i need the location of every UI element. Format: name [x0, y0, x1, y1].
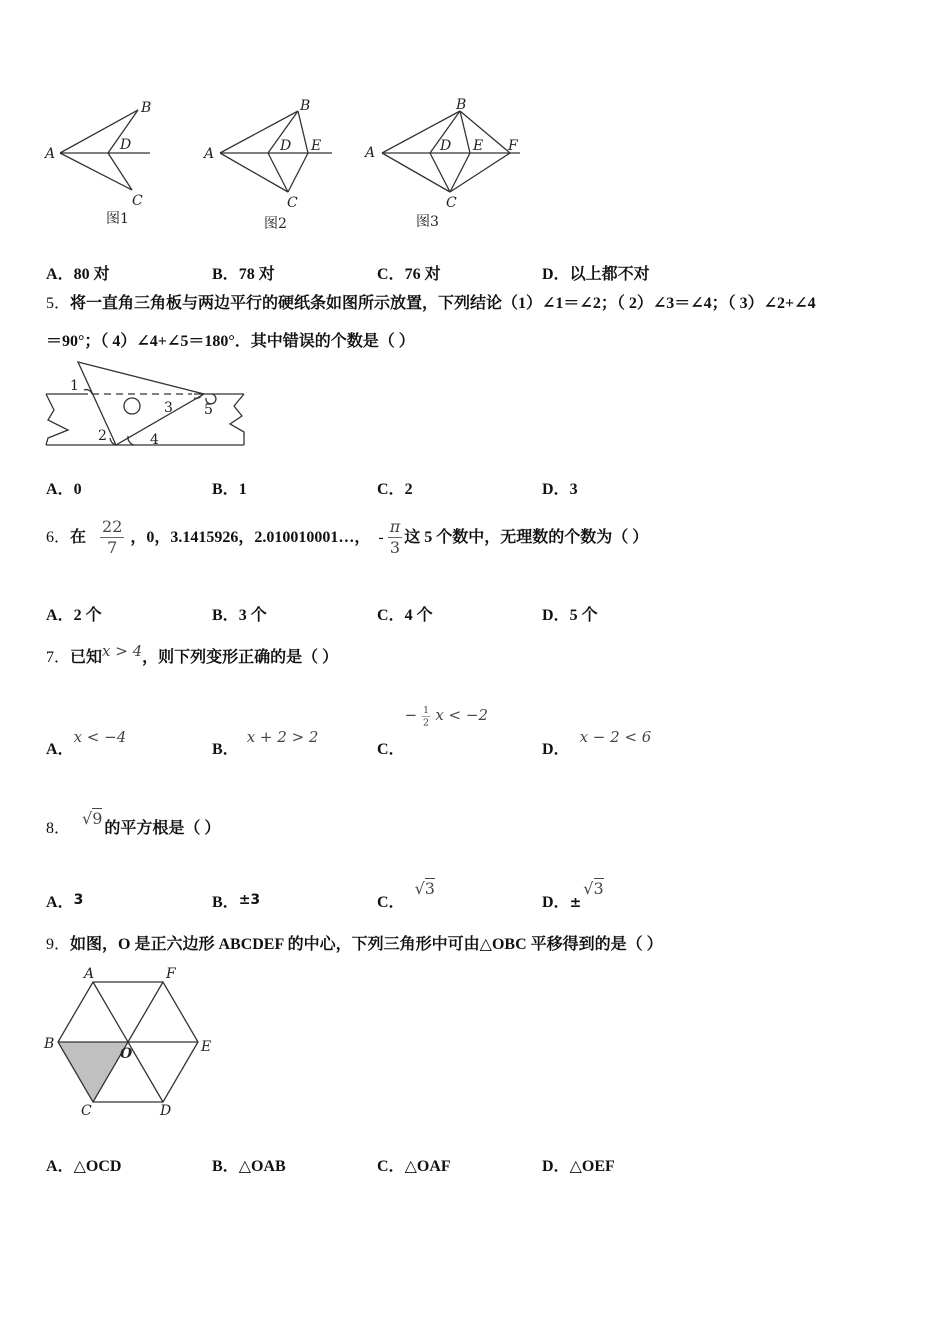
- q4-option-a[interactable]: A．80 对: [46, 266, 110, 283]
- q9-stem: 9．如图，O 是正六边形 ABCDEF 的中心，下列三角形中可由△OBC 平移得到的是（ ）: [46, 936, 663, 953]
- q7-stem: 7．已知x > 4，则下列变形正确的是（ ）: [46, 642, 339, 666]
- fig1-label-d: D: [120, 137, 132, 153]
- hex-label-f: F: [166, 966, 176, 982]
- q9-option-c[interactable]: C．△OAF: [377, 1158, 451, 1175]
- q5-stem-line1: 5．将一直角三角板与两边平行的硬纸条如图所示放置，下列结论（1）∠1＝∠2；（ 2）∠3＝∠4；（ 3）∠2+∠4: [46, 295, 816, 312]
- q8-sqrt-9: √9: [82, 809, 103, 828]
- q5-option-c[interactable]: C．2: [377, 481, 413, 498]
- fig1-label-c: C: [132, 193, 143, 209]
- q6-option-a[interactable]: A．2 个: [46, 607, 102, 624]
- shaded-triangle-obc: [58, 1042, 128, 1102]
- fig1-caption: 图1: [106, 211, 129, 227]
- q5-option-a[interactable]: A．0: [46, 481, 82, 498]
- figure-1: [60, 110, 150, 190]
- q9-option-d[interactable]: D．△OEF: [542, 1158, 615, 1175]
- q4-figures: [40, 95, 540, 240]
- fig2-caption: 图2: [264, 216, 287, 232]
- q7-condition: x > 4: [102, 642, 143, 660]
- q5-option-b[interactable]: B．1: [212, 481, 247, 498]
- q7-option-a[interactable]: A．x < −4: [46, 728, 127, 758]
- q8-number: 8．: [46, 820, 71, 837]
- q9-number: 9．: [46, 936, 71, 953]
- q5-angle-2: 2: [98, 428, 107, 444]
- q4-option-c[interactable]: C．76 对: [377, 266, 441, 283]
- fig3-label-c: C: [446, 195, 457, 211]
- hex-label-c: C: [81, 1103, 92, 1119]
- hex-label-a: A: [84, 966, 95, 982]
- q5-angle-5: 5: [204, 402, 213, 418]
- fig2-label-d: D: [280, 138, 292, 154]
- hex-label-b: B: [44, 1036, 55, 1052]
- q5-angle-3: 3: [164, 400, 173, 416]
- q6-fraction-pi-3: $\frac{\pi}{3}$: [389, 517, 401, 557]
- q7-option-b[interactable]: B．x + 2 > 2: [212, 728, 319, 758]
- q8-option-a[interactable]: A．3: [46, 892, 84, 911]
- q5-stem-line2: ＝90°；（ 4）∠4+∠5＝180°．其中错误的个数是（ ）: [46, 333, 415, 350]
- q8-option-d[interactable]: D．±√3: [542, 879, 604, 911]
- q4-option-d[interactable]: D．以上都不对: [542, 266, 650, 283]
- q6-number: 6．: [46, 528, 71, 546]
- q6-option-c[interactable]: C．4 个: [377, 607, 433, 624]
- fig3-label-d: D: [440, 138, 452, 154]
- q6-fraction-22-7: $\frac{22}{7}$: [102, 517, 123, 557]
- fig1-label-a: A: [45, 146, 56, 162]
- fig3-label-f: F: [508, 138, 518, 154]
- sqrt-radical-icon: √: [82, 809, 93, 828]
- hex-label-e: E: [201, 1039, 212, 1055]
- q5-option-d[interactable]: D．3: [542, 481, 578, 498]
- q9-option-b[interactable]: B．△OAB: [212, 1158, 286, 1175]
- fig2-label-b: B: [300, 98, 311, 114]
- q5-angle-1: 1: [70, 378, 79, 394]
- hex-label-d: D: [160, 1103, 172, 1119]
- hex-label-o: O: [120, 1046, 133, 1062]
- q7-option-d[interactable]: D．x − 2 < 6: [542, 728, 652, 758]
- q7-number: 7．: [46, 649, 71, 666]
- fig1-label-b: B: [141, 100, 152, 116]
- q9-hexagon-figure: [40, 962, 225, 1122]
- fig2-label-a: A: [204, 146, 215, 162]
- q8-stem: 8． √9 的平方根是（ ）: [46, 818, 220, 840]
- sqrt-radical-icon: √: [414, 879, 425, 898]
- q9-option-a[interactable]: A．△OCD: [46, 1158, 122, 1175]
- q5-number: 5．: [46, 295, 71, 312]
- q5-figure: [44, 360, 249, 452]
- q8-option-b[interactable]: B．±3: [212, 892, 261, 911]
- fig3-caption: 图3: [416, 214, 439, 230]
- q5-angle-4: 4: [150, 432, 159, 448]
- q6-stem: 6． 在 $\frac{22}{7}$ ，0，3.1415926，2.010010001…， - $\frac{\pi}{3}$ 这 5 个数中，无理数的个数为（ ）: [46, 517, 649, 557]
- fig2-label-c: C: [287, 195, 298, 211]
- fig3-label-b: B: [456, 97, 467, 113]
- fig3-label-a: A: [365, 145, 376, 161]
- q4-option-b[interactable]: B．78 对: [212, 266, 275, 283]
- fig3-label-e: E: [473, 138, 484, 154]
- fig2-label-e: E: [311, 138, 322, 154]
- q6-option-d[interactable]: D．5 个: [542, 607, 598, 624]
- q6-option-b[interactable]: B．3 个: [212, 607, 267, 624]
- q8-option-c[interactable]: C．√3: [377, 879, 435, 911]
- q7-option-c[interactable]: C． − $\frac{1}{2}$ x < −2: [377, 704, 489, 758]
- q7-option-c-fraction: $\frac{1}{2}$: [423, 704, 430, 728]
- sqrt-radical-icon: √: [583, 879, 594, 898]
